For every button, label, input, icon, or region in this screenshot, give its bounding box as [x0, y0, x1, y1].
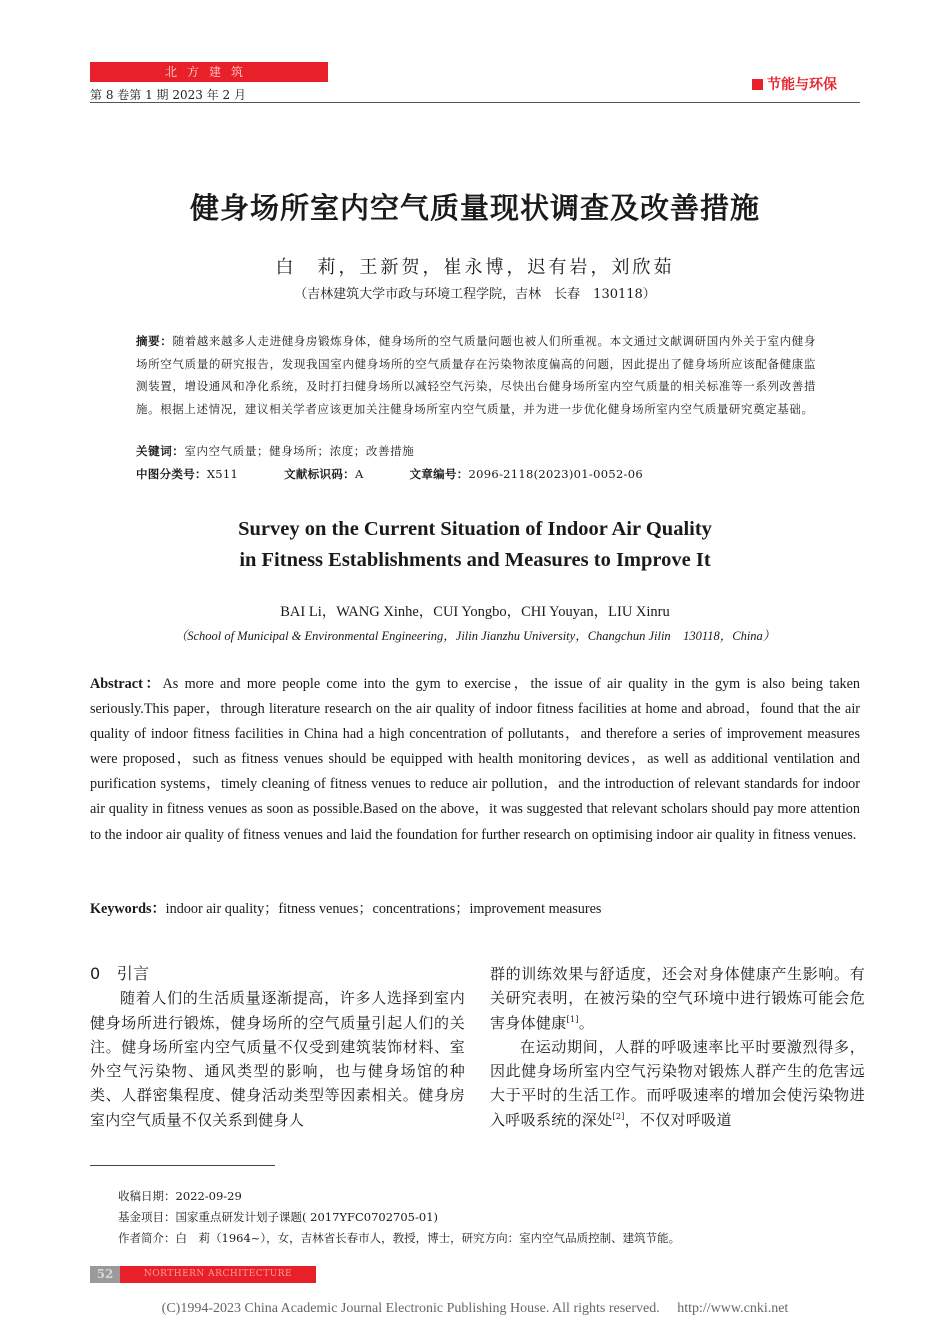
- keywords-en: [90, 898, 860, 918]
- clc-number: 中图分类号：X511: [136, 467, 239, 481]
- keywords-en-label: Keywords：: [90, 901, 166, 917]
- section-tag: [752, 74, 837, 94]
- footer-journal-name: NORTHERN ARCHITECTURE: [120, 1266, 316, 1283]
- footnote-fund: 基金项目：国家重点研发计划子课题( 2017YFC0702705-01): [118, 1210, 438, 1224]
- body-column-left: [90, 962, 465, 1132]
- authors-cn: 白 莉，王新贺，崔永博，迟有岩，刘欣茹: [275, 257, 675, 278]
- citation-link[interactable]: [2]: [612, 1111, 625, 1121]
- abstract-cn: [136, 330, 816, 420]
- classification-row: [136, 466, 816, 482]
- paper-title-cn: 健身场所室内空气质量现状调查及改善措施: [189, 191, 760, 225]
- footnote-author: 作者简介：白 莉（1964~），女，吉林省长春市人，教授，博士，研究方向：室内空气品质控制、建筑节能。: [118, 1231, 681, 1245]
- journal-banner: [90, 62, 328, 82]
- abstract-cn-label: 摘要：: [136, 334, 173, 348]
- body-paragraph: 在运动期间，人群的呼吸速率比平时要激烈得多，因此健身场所室内空气污染物对锻炼人群产生的危害远大于平时的生活工作。而呼吸速率的增加会使污染物进入呼吸系统的深处[2]，不仅对呼吸道: [490, 1037, 865, 1129]
- keywords-cn-text: 室内空气质量；健身场所；浓度；改善措施: [184, 444, 415, 458]
- footnote-divider: [90, 1165, 275, 1166]
- issue-info: 第 8 卷第 1 期 2023 年 2 月: [90, 88, 246, 102]
- keywords-cn-label: 关键词：: [136, 444, 185, 458]
- body-paragraph: 群的训练效果与舒适度，还会对身体健康产生影响。有关研究表明，在被污染的空气环境中进行锻炼可能会危害身体健康[1]。: [490, 965, 865, 1032]
- article-number: 文章编号：2096-2118(2023)01-0052-06: [409, 467, 643, 481]
- section-label: 节能与环保: [767, 77, 837, 93]
- affiliation-en: （School of Municipal & Environmental Engineering，Jilin Jianzhu University，Changchun Jilin 130118，China）: [174, 629, 776, 643]
- footnotes: [118, 1186, 680, 1249]
- abstract-en-text: As more and more people come into the gym to exercise，the issue of air quality in the gym is also being taken seriously.This paper，through literature research on the air quality of indoor fitness facilities at home and abroad，found that the air quality of indoor fitness facilities in China had a high concentration of pollutants，and therefore a series of improvement measures were proposed，such as fitness venues should be equipped with health monitoring devices，as well as additional ventilation and purification systems，timely cleaning of fitness venues to reduce air pollution，and the introduction of relevant standards for indoor air quality in fitness venues as soon as possible.Based on the above，it was suggested that relevant scholars should pay more attention to the indoor air quality of fitness venues and laid the foundation for further research on optimising indoor air quality in fitness venues.: [90, 676, 860, 843]
- page-number: 52: [90, 1266, 120, 1283]
- section-heading: 0 引言: [90, 964, 150, 983]
- body-paragraph: 随着人们的生活质量逐渐提高，许多人选择到室内健身场所进行锻炼，健身场所的空气质量引起人们的关注。健身场所室内空气质量不仅受到建筑装饰材料、室外空气污染物、通风类型的影响，也与健身场馆的种类、人群密集程度、健身活动类型等因素相关。健身房室内空气质量不仅关系到健身人: [90, 989, 465, 1129]
- affiliation-cn: （吉林建筑大学市政与环境工程学院，吉林 长春 130118）: [294, 287, 656, 302]
- keywords-en-text: indoor air quality；fitness venues；concentrations；improvement measures: [165, 901, 602, 917]
- copyright-notice: (C)1994-2023 China Academic Journal Electronic Publishing House. All rights reserved. http://www.cnki.net: [161, 1301, 789, 1316]
- footnote-received: 收稿日期：2022-09-29: [118, 1189, 242, 1203]
- citation-link[interactable]: [1]: [566, 1014, 579, 1024]
- abstract-en-label: Abstract：: [90, 676, 163, 692]
- abstract-en: [90, 672, 860, 848]
- body-column-right: [490, 962, 865, 1132]
- journal-name: 北方建筑: [164, 65, 253, 79]
- header-divider: [90, 102, 860, 103]
- paper-title-en: [0, 514, 950, 576]
- keywords-cn: [136, 443, 816, 459]
- title-en-line1: Survey on the Current Situation of Indoor Air Quality: [238, 518, 712, 540]
- abstract-cn-text: 随着越来越多人走进健身房锻炼身体，健身场所的空气质量问题也被人们所重视。本文通过文献调研国内外关于室内健身场所空气质量的研究报告，发现我国室内健身场所的空气质量存在污染物浓度偏高的问题，因此提出了健身场所应该配备健康监测装置，增设通风和净化系统，及时打扫健身场所以减轻空气污染，尽快出台健身场所室内空气质量的相关标准等一系列改善措施。根据上述情况，建议相关学者应该更加关注健身场所室内空气质量，并为进一步优化健身场所室内空气质量研究奠定基础。: [136, 334, 816, 416]
- section-square-icon: [752, 79, 763, 90]
- authors-en: BAI Li，WANG Xinhe，CUI Yongbo，CHI Youyan，LIU Xinru: [280, 604, 670, 620]
- title-en-line2: in Fitness Establishments and Measures to Improve It: [239, 549, 711, 571]
- document-code: 文献标识码：A: [284, 467, 364, 481]
